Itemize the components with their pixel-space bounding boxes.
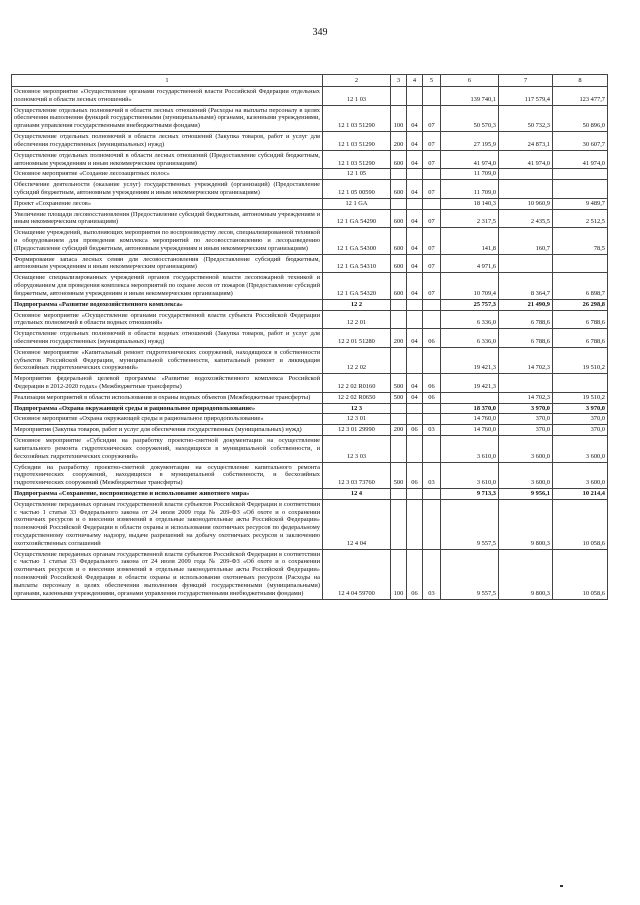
cell-y3: 26 298,8: [553, 299, 608, 310]
cell-pr: [423, 310, 441, 329]
cell-vr: [391, 436, 407, 462]
cell-y2: [499, 254, 553, 273]
cell-pr: 07: [423, 150, 441, 169]
cell-y3: 6 788,6: [553, 329, 608, 348]
cell-rz: 06: [407, 425, 423, 436]
cell-rz: [407, 436, 423, 462]
cell-desc: Проект «Сохранение лесов»: [12, 198, 323, 209]
cell-pr: 03: [423, 425, 441, 436]
cell-desc: Реализация мероприятий в области использования и охраны водных объектов (Межбюджетные трансферты): [12, 392, 323, 403]
cell-rz: [407, 169, 423, 180]
cell-y1: 6 336,0: [441, 310, 499, 329]
cell-vr: 200: [391, 425, 407, 436]
cell-pr: 07: [423, 228, 441, 254]
cell-y2: 160,7: [499, 228, 553, 254]
table-row: [12, 228, 608, 254]
cell-vr: [391, 499, 407, 549]
cell-code: 12 2 01: [323, 310, 391, 329]
cell-y3: 370,0: [553, 425, 608, 436]
cell-y2: 9 800,3: [499, 549, 553, 599]
header-col-6: 6: [441, 75, 499, 87]
cell-rz: [407, 414, 423, 425]
cell-vr: 200: [391, 329, 407, 348]
cell-desc: Основное мероприятие «Осуществление органами государственной власти Российской Федерации отдельных полномочий в области лесных отношений»: [12, 87, 323, 106]
table-row: [12, 329, 608, 348]
cell-y2: 14 702,3: [499, 392, 553, 403]
cell-pr: 07: [423, 254, 441, 273]
cell-pr: 03: [423, 462, 441, 488]
cell-desc: Основное мероприятие «Капитальный ремонт гидротехнических сооружений, находящихся в собственности субъектов Российской Федерации, муниципальной собственности, капитальный ремонт и ликвидация бесхозяйных гидротехнических сооружений»: [12, 347, 323, 373]
cell-pr: 07: [423, 273, 441, 299]
cell-desc: Основное мероприятие «Субсидии на разработку проектно-сметной документации на осуществление капитального ремонта гидротехнических сооружений, находящихся в муниципальной собственности, и бесхозяйных гидротехнических сооружений»: [12, 436, 323, 462]
cell-rz: 04: [407, 329, 423, 348]
table-row: [12, 499, 608, 549]
cell-y2: 3 970,0: [499, 403, 553, 414]
cell-vr: 600: [391, 228, 407, 254]
cell-pr: 07: [423, 105, 441, 131]
cell-y1: 19 421,3: [441, 347, 499, 373]
cell-y1: 14 760,0: [441, 414, 499, 425]
cell-desc: Увеличение площади лесовосстановления (Предоставление субсидий бюджетным, автономным учреждениям и иным некоммерческим организациям): [12, 209, 323, 228]
cell-vr: [391, 414, 407, 425]
table-row: [12, 549, 608, 599]
table-row: [12, 105, 608, 131]
cell-code: 12 3 01 29990: [323, 425, 391, 436]
table-row: [12, 198, 608, 209]
cell-code: 12 4 04 59700: [323, 549, 391, 599]
cell-y3: 3 600,0: [553, 436, 608, 462]
cell-y1: 3 610,0: [441, 462, 499, 488]
cell-desc: Основное мероприятие «Охрана окружающей среды и рациональное природопользование»: [12, 414, 323, 425]
cell-y3: 30 607,7: [553, 132, 608, 151]
cell-y2: 3 600,0: [499, 436, 553, 462]
budget-table: [11, 74, 608, 600]
cell-y1: 18 140,3: [441, 198, 499, 209]
cell-pr: [423, 488, 441, 499]
table-row: [12, 310, 608, 329]
cell-y3: 10 058,6: [553, 499, 608, 549]
cell-y2: 3 600,0: [499, 462, 553, 488]
page-number: 349: [312, 27, 328, 38]
cell-rz: 04: [407, 228, 423, 254]
cell-vr: [391, 488, 407, 499]
table-row: [12, 180, 608, 199]
scan-mark: [560, 885, 563, 887]
cell-y1: 25 757,3: [441, 299, 499, 310]
cell-y1: 14 760,0: [441, 425, 499, 436]
cell-code: 12 4: [323, 488, 391, 499]
cell-y2: [499, 374, 553, 393]
cell-desc: Оснащение специализированных учреждений органов государственной власти лесопожарной техникой и оборудованием для проведения комплекса мероприятий по охране лесов от пожаров (Предоставление субсидий бюджетным, автономным учреждениям и иным некоммерческим организациям): [12, 273, 323, 299]
table-row: [12, 462, 608, 488]
cell-rz: 04: [407, 374, 423, 393]
cell-rz: [407, 347, 423, 373]
cell-pr: [423, 403, 441, 414]
cell-y3: 123 477,7: [553, 87, 608, 106]
cell-pr: 06: [423, 329, 441, 348]
cell-y2: 9 800,3: [499, 499, 553, 549]
cell-vr: 500: [391, 374, 407, 393]
cell-code: 12 1 03: [323, 87, 391, 106]
cell-rz: 06: [407, 549, 423, 599]
table-row: [12, 299, 608, 310]
cell-vr: [391, 299, 407, 310]
cell-y2: 6 788,6: [499, 310, 553, 329]
cell-rz: 04: [407, 105, 423, 131]
cell-desc: Субсидии на разработку проектно-сметной документации на осуществление капитального ремонта гидротехнических сооружений, находящихся в муниципальной собственности, и бесхозяйных гидротехнических сооружений (Межбюджетные трансферты): [12, 462, 323, 488]
cell-y3: 370,0: [553, 414, 608, 425]
cell-pr: [423, 499, 441, 549]
cell-rz: 04: [407, 180, 423, 199]
cell-code: 12 1 GA 54300: [323, 228, 391, 254]
cell-y1: 9 713,3: [441, 488, 499, 499]
cell-desc: Осуществление переданных органам государственной власти субъектов Российской Федерации в соответствии с частью 1 статьи 33 Федерального закона от 24 июля 2009 года № 209-ФЗ «Об охоте и о сохранении охотничьих ресурсов и о внесении изменений в отдельные законодательные акты Российской Федерации» полномочий Российской Федерации в области охраны и использования охотничьих ресурсов (Расходы на выплаты персоналу в целях обеспечения выполнения функций государственными (муниципальными) органами, казенными учреждениями, органами управления государственными внебюджетными фондами): [12, 549, 323, 599]
cell-y2: 6 788,6: [499, 329, 553, 348]
cell-y1: 9 557,5: [441, 549, 499, 599]
cell-desc: Обеспечение деятельности (оказание услуг) государственных учреждений (организаций) (Предоставление субсидий бюджетным, автономным учреждениям и иным некоммерческим организациям): [12, 180, 323, 199]
cell-rz: [407, 299, 423, 310]
header-col-5: 5: [423, 75, 441, 87]
table-body: [12, 87, 608, 600]
cell-y1: 19 421,3: [441, 374, 499, 393]
cell-pr: 07: [423, 209, 441, 228]
table-header-row: [12, 75, 608, 87]
header-col-2: 2: [323, 75, 391, 87]
cell-vr: 600: [391, 209, 407, 228]
cell-pr: [423, 198, 441, 209]
cell-vr: [391, 198, 407, 209]
cell-y1: 9 557,5: [441, 499, 499, 549]
table-row: [12, 150, 608, 169]
cell-desc: Осуществление отдельных полномочий в области лесных отношений (Расходы на выплаты персоналу в целях обеспечения выполнения функций государственными (муниципальными) органами, казенными учреждениями, органами управления государственными внебюджетными фондами): [12, 105, 323, 131]
cell-code: 12 4 04: [323, 499, 391, 549]
cell-y3: 2 512,5: [553, 209, 608, 228]
cell-rz: [407, 499, 423, 549]
table-row: [12, 436, 608, 462]
cell-y2: 370,0: [499, 425, 553, 436]
cell-y3: 10 058,6: [553, 549, 608, 599]
cell-desc: Оснащение учреждений, выполняющих мероприятия по воспроизводству лесов, специализированной техникой и оборудованием для проведения комплекса мероприятий по лесовосстановлению и лесоразведению (Предоставление субсидий бюджетным, автономным учреждениям и иным некоммерческим организациям): [12, 228, 323, 254]
cell-rz: [407, 488, 423, 499]
cell-pr: [423, 347, 441, 373]
cell-code: 12 2: [323, 299, 391, 310]
cell-vr: 100: [391, 105, 407, 131]
cell-desc: Подпрограмма «Развитие водохозяйственного комплекса»: [12, 299, 323, 310]
header-col-4: 4: [407, 75, 423, 87]
table-row: [12, 488, 608, 499]
cell-pr: 06: [423, 392, 441, 403]
cell-y3: 19 510,2: [553, 347, 608, 373]
cell-code: 12 2 01 51280: [323, 329, 391, 348]
cell-pr: [423, 87, 441, 106]
cell-rz: 04: [407, 132, 423, 151]
cell-desc: Мероприятия (Закупка товаров, работ и услуг для обеспечения государственных (муниципальных) нужд): [12, 425, 323, 436]
header-col-1: 1: [12, 75, 323, 87]
cell-vr: 600: [391, 150, 407, 169]
cell-code: 12 3 03 73760: [323, 462, 391, 488]
cell-vr: [391, 87, 407, 106]
table-row: [12, 347, 608, 373]
cell-y2: [499, 180, 553, 199]
cell-y3: 19 510,2: [553, 392, 608, 403]
cell-code: 12 1 03 51290: [323, 105, 391, 131]
table-row: [12, 169, 608, 180]
cell-vr: 500: [391, 392, 407, 403]
table-row: [12, 87, 608, 106]
table-row: [12, 403, 608, 414]
cell-y3: 41 974,0: [553, 150, 608, 169]
cell-pr: [423, 414, 441, 425]
cell-code: 12 3 01: [323, 414, 391, 425]
cell-pr: [423, 299, 441, 310]
cell-y3: [553, 180, 608, 199]
cell-y2: [499, 169, 553, 180]
cell-y2: 24 873,1: [499, 132, 553, 151]
cell-y2: 14 702,3: [499, 347, 553, 373]
cell-y3: 6 788,6: [553, 310, 608, 329]
cell-desc: Осуществление переданных органам государственной власти субъектов Российской Федерации в соответствии с частью 1 статьи 33 Федерального закона от 24 июля 2009 года № 209-ФЗ «Об охоте и о сохранении охотничьих ресурсов и о внесении изменений в отдельные законодательные акты Российской Федерации» полномочий Российской Федерации в области охраны и использования охотничьих ресурсов по федеральному государственному охотничьему надзору, выдаче разрешений на добычу охотничьих ресурсов и заключению охотхозяйственных соглашений: [12, 499, 323, 549]
header-col-7: 7: [499, 75, 553, 87]
cell-code: 12 1 GA: [323, 198, 391, 209]
cell-rz: 04: [407, 254, 423, 273]
cell-pr: [423, 169, 441, 180]
cell-code: 12 1 03 51290: [323, 150, 391, 169]
cell-y3: 3 970,0: [553, 403, 608, 414]
cell-y1: [441, 392, 499, 403]
cell-y1: 141,8: [441, 228, 499, 254]
cell-pr: [423, 436, 441, 462]
cell-pr: 03: [423, 549, 441, 599]
table-row: [12, 209, 608, 228]
cell-desc: Основное мероприятие «Осуществление органами государственной власти субъекта Российской Федерации отдельных полномочий в области водных отношений»: [12, 310, 323, 329]
cell-desc: Формирование запаса лесных семян для лесовосстановления (Предоставление субсидий бюджетным, автономным учреждениям и иным некоммерческим организациям): [12, 254, 323, 273]
cell-y1: 6 336,0: [441, 329, 499, 348]
cell-y2: 50 732,3: [499, 105, 553, 131]
cell-y3: 10 214,4: [553, 488, 608, 499]
cell-y3: 78,5: [553, 228, 608, 254]
cell-code: 12 2 02 R0160: [323, 374, 391, 393]
table-row: [12, 392, 608, 403]
cell-code: 12 1 GA 54310: [323, 254, 391, 273]
cell-rz: 06: [407, 462, 423, 488]
cell-desc: Подпрограмма «Сохранение, воспроизводство и использование животного мира»: [12, 488, 323, 499]
cell-desc: Основное мероприятие «Создание лесозащитных полос»: [12, 169, 323, 180]
cell-vr: [391, 169, 407, 180]
cell-code: 12 1 05: [323, 169, 391, 180]
cell-rz: 04: [407, 209, 423, 228]
cell-y2: 2 435,5: [499, 209, 553, 228]
cell-code: 12 1 05 00590: [323, 180, 391, 199]
cell-y2: 117 579,4: [499, 87, 553, 106]
cell-vr: 500: [391, 462, 407, 488]
cell-pr: 06: [423, 374, 441, 393]
cell-pr: 07: [423, 132, 441, 151]
cell-y1: 4 971,6: [441, 254, 499, 273]
cell-desc: Осуществление отдельных полномочий в области лесных отношений (Закупка товаров, работ и услуг для обеспечения государственных (муниципальных) нужд): [12, 132, 323, 151]
table-row: [12, 132, 608, 151]
cell-vr: [391, 403, 407, 414]
cell-code: 12 2 02: [323, 347, 391, 373]
cell-desc: Осуществление отдельных полномочий в области лесных отношений (Предоставление субсидий бюджетным, автономным учреждениям и иным некоммерческим организациям): [12, 150, 323, 169]
cell-y3: 3 600,0: [553, 462, 608, 488]
cell-y3: 50 896,0: [553, 105, 608, 131]
cell-y2: 41 974,0: [499, 150, 553, 169]
table-row: [12, 374, 608, 393]
cell-y1: 50 570,3: [441, 105, 499, 131]
cell-vr: [391, 310, 407, 329]
cell-y1: 11 709,0: [441, 180, 499, 199]
cell-y2: 21 490,9: [499, 299, 553, 310]
cell-desc: Осуществление отдельных полномочий в области водных отношений (Закупка товаров, работ и услуг для обеспечения государственных (муниципальных) нужд): [12, 329, 323, 348]
cell-y3: [553, 374, 608, 393]
cell-code: 12 1 GA 54320: [323, 273, 391, 299]
cell-y2: 10 960,9: [499, 198, 553, 209]
cell-y1: 11 709,0: [441, 169, 499, 180]
cell-y1: 27 195,9: [441, 132, 499, 151]
cell-vr: 600: [391, 180, 407, 199]
cell-y3: 9 489,7: [553, 198, 608, 209]
cell-code: 12 1 03 51290: [323, 132, 391, 151]
cell-y1: 41 974,0: [441, 150, 499, 169]
cell-desc: Подпрограмма «Охрана окружающей среды и рациональное природопользование»: [12, 403, 323, 414]
cell-y1: 3 610,0: [441, 436, 499, 462]
header-col-3: 3: [391, 75, 407, 87]
cell-y2: 370,0: [499, 414, 553, 425]
cell-rz: [407, 403, 423, 414]
cell-y1: 18 370,0: [441, 403, 499, 414]
cell-y1: 10 709,4: [441, 273, 499, 299]
cell-y1: 2 317,5: [441, 209, 499, 228]
cell-y2: 9 956,1: [499, 488, 553, 499]
cell-rz: [407, 310, 423, 329]
cell-rz: 04: [407, 150, 423, 169]
table-row: [12, 425, 608, 436]
cell-pr: 07: [423, 180, 441, 199]
table-row: [12, 414, 608, 425]
cell-vr: 100: [391, 549, 407, 599]
cell-y3: [553, 254, 608, 273]
cell-desc: Мероприятия федеральной целевой программы «Развитие водохозяйственного комплекса Российской Федерации в 2012-2020 годах» (Межбюджетные трансферты): [12, 374, 323, 393]
cell-rz: [407, 87, 423, 106]
cell-code: 12 2 02 R0650: [323, 392, 391, 403]
cell-code: 12 3: [323, 403, 391, 414]
cell-code: 12 3 03: [323, 436, 391, 462]
table-row: [12, 273, 608, 299]
cell-vr: 200: [391, 132, 407, 151]
cell-vr: [391, 347, 407, 373]
cell-y1: 139 740,1: [441, 87, 499, 106]
table-row: [12, 254, 608, 273]
cell-y3: 6 898,7: [553, 273, 608, 299]
cell-vr: 600: [391, 254, 407, 273]
cell-code: 12 1 GA 54290: [323, 209, 391, 228]
cell-vr: 600: [391, 273, 407, 299]
cell-rz: [407, 198, 423, 209]
cell-rz: 04: [407, 392, 423, 403]
header-col-8: 8: [553, 75, 608, 87]
cell-rz: 04: [407, 273, 423, 299]
cell-y2: 8 364,7: [499, 273, 553, 299]
cell-y3: [553, 169, 608, 180]
